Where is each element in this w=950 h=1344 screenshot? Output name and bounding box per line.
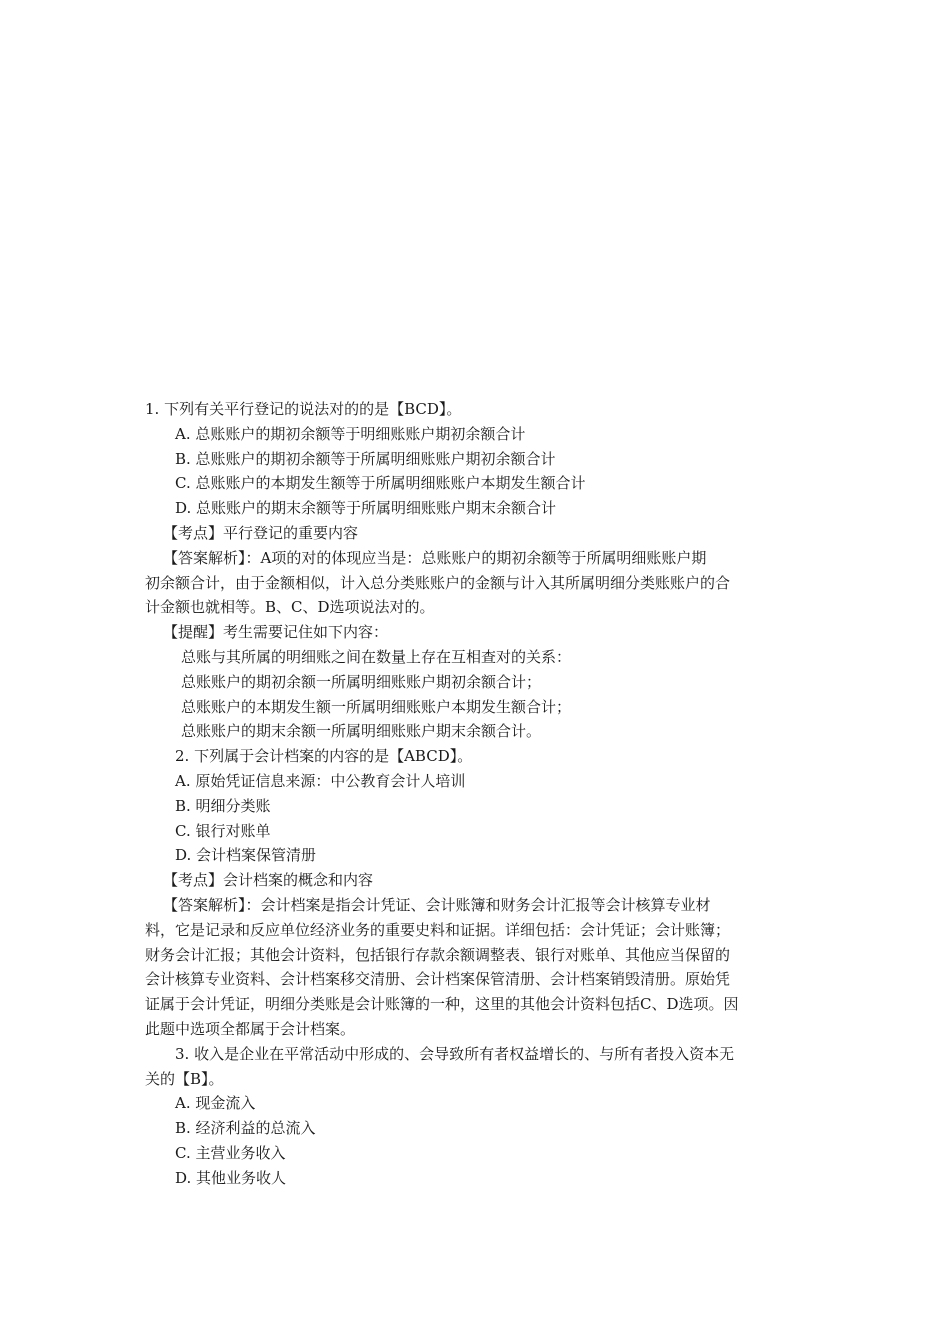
question-3-option-c: C. 主营业务收入 (175, 1143, 286, 1162)
reminder-line-4: 总账账户的期末余额一所属明细账账户期末余额合计。 (181, 722, 542, 741)
question-2-topic: 【考点】会计档案的概念和内容 (163, 871, 374, 890)
question-2-analysis-line-3: 财务会计汇报；其他会计资料，包括银行存款余额调整表、银行对账单、其他应当保留的 (145, 945, 731, 964)
question-2-analysis-line-4: 会计核算专业资料、会计档案移交清册、会计档案保管清册、会计档案销毁清册。原始凭 (145, 970, 731, 989)
question-3-option-d: D. 其他业务收人 (175, 1168, 287, 1187)
question-1-option-c: C. 总账账户的本期发生额等于所属明细账账户本期发生额合计 (175, 474, 586, 493)
question-3-stem-line-2: 关的【B】。 (145, 1069, 224, 1088)
question-1-topic: 【考点】平行登记的重要内容 (163, 523, 359, 542)
question-2-option-b: B. 明细分类账 (175, 796, 271, 815)
question-1-analysis-line-1: 【答案解析】：A项的对的体现应当是：总账账户的期初余额等于所属明细账账户期 (163, 548, 707, 567)
question-3-option-b: B. 经济利益的总流入 (175, 1119, 316, 1138)
reminder-line-2: 总账账户的期初余额一所属明细账账户期初余额合计； (181, 672, 542, 691)
question-2-stem: 2. 下列属于会计档案的内容的是【ABCD】。 (175, 747, 473, 766)
question-1-stem: 1. 下列有关平行登记的说法对的的是【BCD】。 (145, 400, 462, 418)
question-3-stem-line-1: 3. 收入是企业在平常活动中形成的、会导致所有者权益增长的、与所有者投入资本无 (175, 1044, 735, 1063)
question-2-option-a: A. 原始凭证信息来源：中公教育会计人培训 (175, 771, 466, 790)
reminder-line-3: 总账账户的本期发生额一所属明细账账户本期发生额合计； (181, 697, 572, 716)
question-1-reminder: 【提醒】考生需要记住如下内容： (163, 623, 389, 642)
question-2-option-d: D. 会计档案保管清册 (175, 846, 317, 865)
question-1-analysis-line-3: 计金额也就相等。B、C、D选项说法对的。 (145, 598, 435, 617)
question-2-analysis-line-5: 证属于会计凭证，明细分类账是会计账簿的一种，这里的其他会计资料包括C、D选项。因 (145, 995, 739, 1014)
question-2-analysis-line-1: 【答案解析】：会计档案是指会计凭证、会计账簿和财务会计汇报等会计核算专业材 (163, 895, 711, 914)
question-1-option-d: D. 总账账户的期末余额等于所属明细账账户期末余额合计 (175, 499, 557, 518)
reminder-line-1: 总账与其所属的明细账之间在数量上存在互相查对的关系： (181, 647, 572, 666)
question-1-option-b: B. 总账账户的期初余额等于所属明细账账户期初余额合计 (175, 449, 556, 468)
question-2-analysis-line-6: 此题中选项全都属于会计档案。 (145, 1019, 356, 1038)
document-body (145, 397, 810, 1191)
question-2-option-c: C. 银行对账单 (175, 821, 271, 840)
question-1-option-a: A. 总账账户的期初余额等于明细账账户期初余额合计 (175, 424, 526, 443)
question-3-option-a: A. 现金流入 (175, 1094, 256, 1113)
question-1-analysis-line-2: 初余额合计，由于金额相似，计入总分类账账户的金额与计入其所属明细分类账账户的合 (145, 573, 731, 592)
question-2-analysis-line-2: 料，它是记录和反应单位经济业务的重要史料和证据。详细包括：会计凭证；会计账簿； (145, 920, 731, 939)
